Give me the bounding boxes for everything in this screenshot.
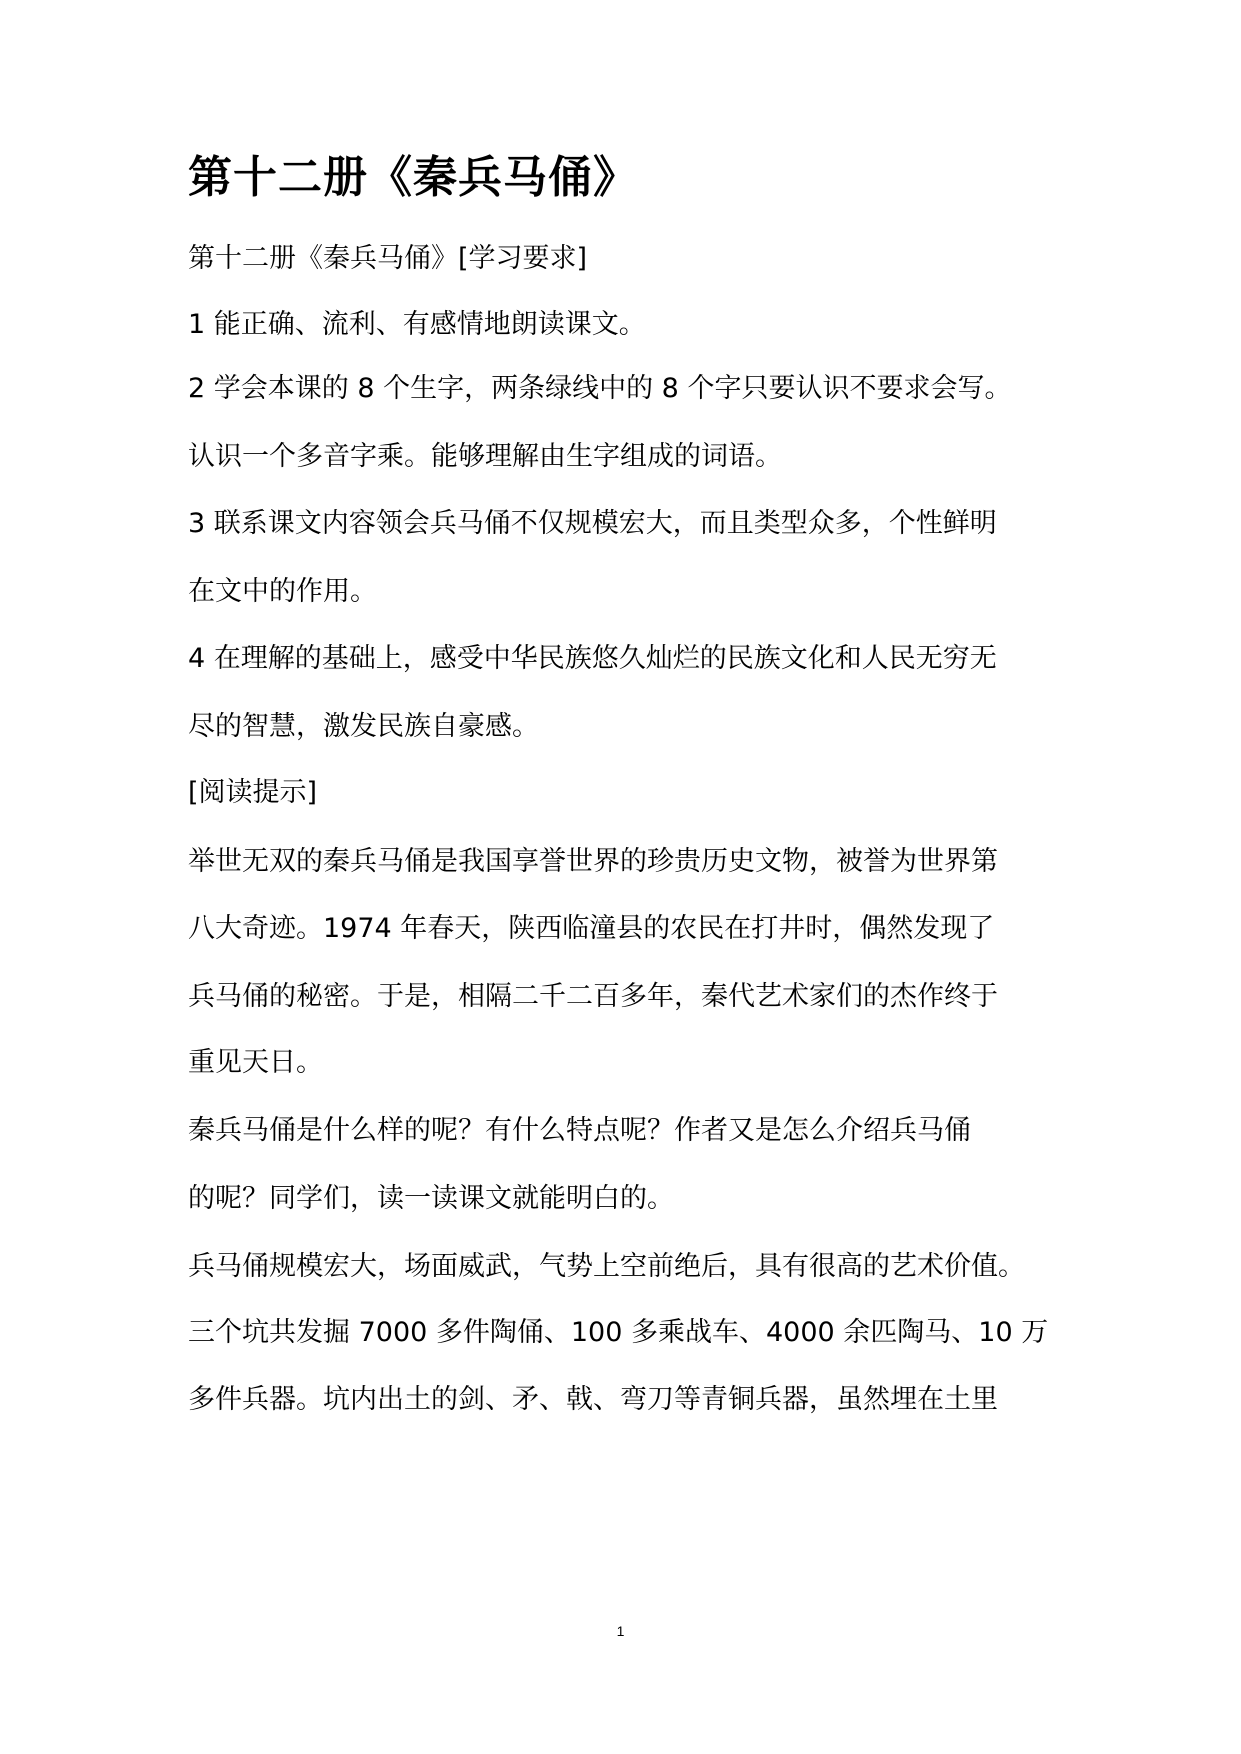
text-line-12: 兵马俑的秘密。于是，相隔二千二百多年，秦代艺术家们的杰作终于 xyxy=(188,981,998,1012)
text-line-17: 三个坑共发掘 7000 多件陶俑、100 多乘战车、4000 余匹陶马、10 万 xyxy=(188,1317,1049,1348)
text-line-13: 重见天日。 xyxy=(188,1047,323,1078)
document-title: 第十二册《秦兵马俑》 xyxy=(188,152,638,203)
text-line-14: 秦兵马俑是什么样的呢？有什么特点呢？作者又是怎么介绍兵马俑 xyxy=(188,1115,971,1146)
text-line-2: 1 能正确、流利、有感情地朗读课文。 xyxy=(188,309,646,340)
text-line-16: 兵马俑规模宏大，场面威武，气势上空前绝后，具有很高的艺术价值。 xyxy=(188,1251,1025,1282)
text-line-15: 的呢？同学们，读一读课文就能明白的。 xyxy=(188,1183,674,1214)
page-number: 1 xyxy=(616,1623,625,1639)
text-line-3: 2 学会本课的 8 个生字，两条绿线中的 8 个字只要认识不要求会写。 xyxy=(188,373,1012,404)
text-line-5: 3 联系课文内容领会兵马俑不仅规模宏大，而且类型众多，个性鲜明 xyxy=(188,508,997,539)
text-line-6: 在文中的作用。 xyxy=(188,576,377,607)
text-line-7: 4 在理解的基础上，感受中华民族悠久灿烂的民族文化和人民无穷无 xyxy=(188,643,997,674)
text-line-4: 认识一个多音字乘。能够理解由生字组成的词语。 xyxy=(188,441,782,472)
text-line-11: 八大奇迹。1974 年春天，陕西临潼县的农民在打井时，偶然发现了 xyxy=(188,913,995,944)
text-line-8: 尽的智慧，激发民族自豪感。 xyxy=(188,711,539,742)
text-line-1: 第十二册《秦兵马俑》[学习要求] xyxy=(188,243,588,274)
text-line-10: 举世无双的秦兵马俑是我国享誉世界的珍贵历史文物，被誉为世界第 xyxy=(188,846,998,877)
text-line-18: 多件兵器。坑内出土的剑、矛、戟、弯刀等青铜兵器，虽然埋在土里 xyxy=(188,1384,998,1415)
text-line-9: [阅读提示] xyxy=(188,777,318,808)
